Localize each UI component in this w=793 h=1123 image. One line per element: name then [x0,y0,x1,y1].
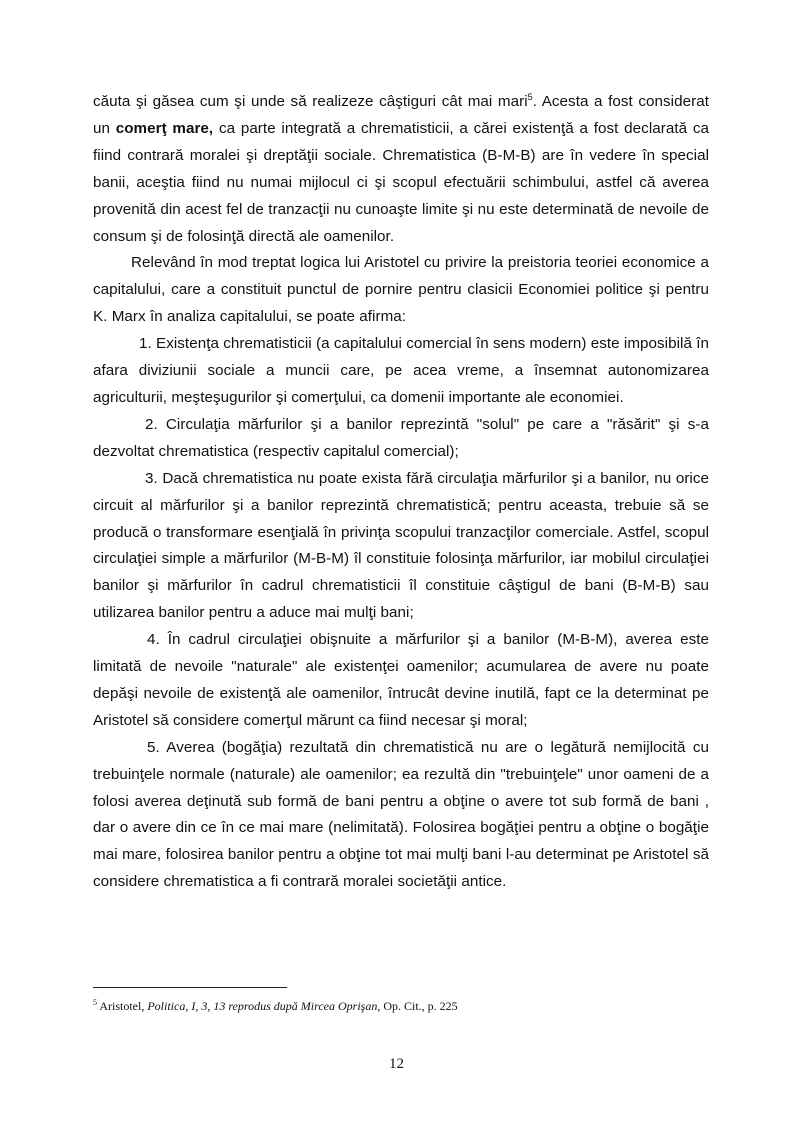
footnote-separator [93,987,287,988]
paragraph-1-mid: . Acesta a fost considerat un [93,93,709,137]
page-number: 12 [389,1056,404,1072]
list-item-5: 5. Averea (bogăţia) rezultată din chrematistică nu are o legătură nemijlocită cu trebuinţele normale (naturale) ale oamenilor; ea rezultă din "trebuinţele" unor oameni de a folosi averea deţinută sub formă de bani pentru a obţine o avere tot sub formă de bani , dar o avere din ce în ce mai mare (nelimitată). Folosirea bogăţiei pentru a obţine o bogăţie mai mare, folosirea banilor pentru a obţine tot mai mulţi bani l-au determinat pe Aristotel să considere chrematistica a fi contrară moralei societăţii antice. [93,738,709,891]
footnote-author: Aristotel, [97,999,148,1013]
footnote-italic: Politica, I, 3, 13 reprodus după Mircea Oprişan, [147,999,381,1013]
footnote-citation: Op. Cit., p. 225 [380,999,458,1013]
list-item-1: 1. Existenţa chrematisticii (a capitalului comercial în sens modern) este imposibilă în afara diviziunii sociale a muncii care, pe acea vreme, a însemnat autonomizarea agriculturii, meşteşugurilor şi comerţului, ca domenii importante ale economiei. [93,335,709,406]
bold-term: comerţ mare, [115,119,214,137]
paragraph-2: Relevând în mod treptat logica lui Aristotel cu privire la preistoria teoriei economice a capitalului, care a constituit punctul de pornire pentru clasicii Economiei politice şi pentru K. Marx în analiza capitalului, se poate afirma: [93,254,709,326]
list-item-3: 3. Dacă chrematistica nu poate exista fără circulaţia mărfurilor şi a banilor, nu orice circuit al mărfurilor şi a banilor reprezintă chrematistică; pentru aceasta, trebuie să se producă o transformare esenţială în privinţa scopului tranzacţilor comerciale. Astfel, scopul circulaţiei simple a mărfurilor (M-B-M) îl constituie folosinţa mărfurilor, iar mobilul circulaţiei banilor şi mărfurilor în cadrul chrematisticii îl constituie câştigul de bani (B-M-B) sau utilizarea banilor pentru a aduce mai mulţi bani; [93,469,709,622]
footnote [93,998,709,1014]
footnote-number: 5 [93,998,97,1007]
body-text [93,89,709,896]
list-item-2: 2. Circulaţia mărfurilor şi a banilor reprezintă "solul" pe care a "răsărit" şi s-a dezvoltat chrematistica (respectiv capitalul comercial); [93,415,709,460]
footnote-reference: 5 [527,91,533,102]
paragraph-1 [93,89,709,250]
list-item-4: 4. În cadrul circulaţiei obişnuite a mărfurilor şi a banilor (M-B-M), averea este limitată de nevoile "naturale" ale existenţei oamenilor; acumularea de avere nu poate depăşi nevoile de existenţă ale oamenilor, întrucât devine inutilă, fapt ce la determinat pe Aristotel să considere comerţul mărunt ca fiind necesar şi moral; [93,631,709,729]
paragraph-1-lead: căuta şi găsea cum şi unde să realizeze câştiguri cât mai mari [93,93,528,110]
paragraph-1-tail: ca parte integrată a chrematisticii, a cărei existenţă a fost declarată ca fiind contrară moralei şi dreptăţii sociale. Chrematistica (B-M-B) are în vedere în special banii, aceştia fiind nu numai mijlocul ci şi scopul efectuării schimbului, astfel că averea provenită din acest fel de tranzacţii nu cunoaşte limite şi nu este determinată de nevoile de consum şi de folosinţă directă ale oamenilor. [93,119,709,245]
